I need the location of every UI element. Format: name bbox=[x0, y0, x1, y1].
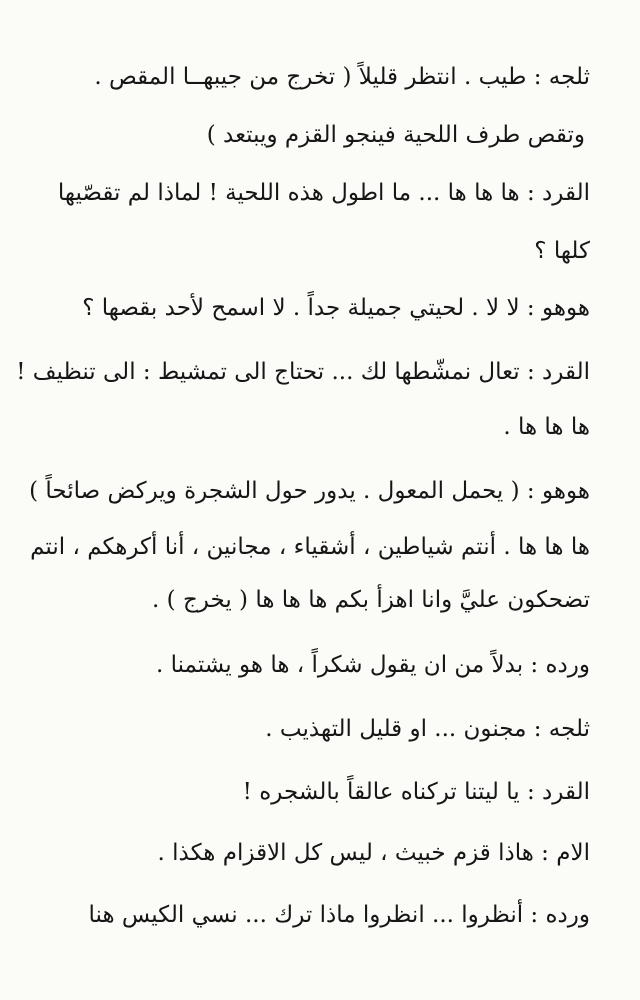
text-line: ثلجه : مجنون ... او قليل التهذيب . bbox=[265, 716, 590, 742]
text-line: القرد : تعال نمشّطها لك ... تحتاج الى تمشيط : الى تنظيف ! bbox=[16, 359, 590, 385]
text-line: هوهو : لا لا . لحيتي جميلة جداً . لا اسمح لأحد بقصها ؟ bbox=[82, 295, 590, 321]
text-line: وتقص طرف اللحية فينجو القزم ويبتعد ) bbox=[206, 122, 585, 148]
text-line: القرد : ها ها ها ... ما اطول هذه اللحية ! لماذا لم تقصّيها bbox=[57, 180, 590, 206]
text-line: تضحكون عليَّ وانا اهزأ بكم ها ها ها ( يخرج ) . bbox=[152, 587, 590, 613]
text-line: الام : هاذا قزم خبيث ، ليس كل الاقزام هكذا . bbox=[157, 840, 590, 866]
text-line: ها ها ها . أنتم شياطين ، أشقياء ، مجانين ، أنا أكرهكم ، انتم bbox=[30, 534, 590, 560]
text-line: ورده : أنظروا ... انظروا ماذا ترك ... نسي الكيس هنا bbox=[88, 902, 590, 928]
text-line: القرد : يا ليتنا تركناه عالقاً بالشجره ! bbox=[242, 779, 590, 805]
text-line: ثلجه : طيب . انتظر قليلاً ( تخرج من جيبهــا المقص . bbox=[94, 64, 590, 90]
text-line: هوهو : ( يحمل المعول . يدور حول الشجرة ويركض صائحاً ) bbox=[29, 478, 590, 504]
text-line: كلها ؟ bbox=[534, 238, 590, 264]
text-line: ها ها ها . bbox=[503, 414, 590, 440]
text-line: ورده : بدلاً من ان يقول شكراً ، ها هو يشتمنا . bbox=[155, 652, 590, 678]
